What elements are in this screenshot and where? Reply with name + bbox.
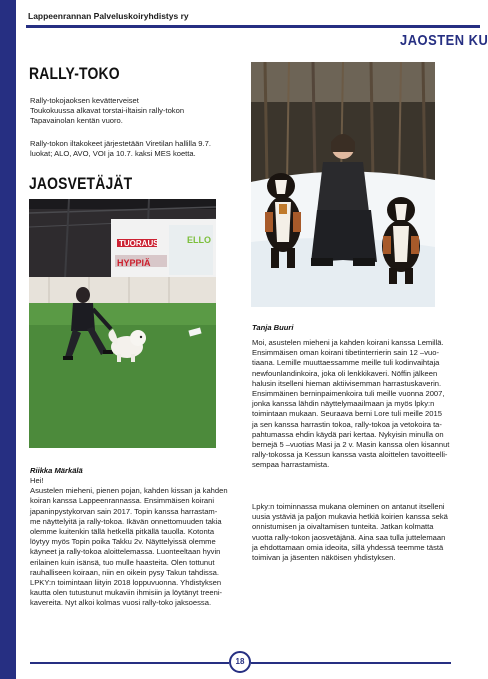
- rally-toko-heading: RALLY-TOKO: [29, 64, 120, 83]
- text-line: halusin itselleni hieman aktiivisemman harrastuskaverin.: [252, 378, 442, 388]
- section-header-title: JAOSTEN KU: [400, 32, 488, 49]
- footer-divider-left: [30, 662, 229, 664]
- text-line: Ensimmäisen oman koirani tibetinterrierin sain 12 –vuo-: [252, 348, 439, 358]
- text-line: rauhalliseen koiraan, niin en oikein pysy Takun tahdissa.: [30, 567, 219, 577]
- text-line: luokat; ALO, AVO, VOI ja 10.7. kaksi MES koetta.: [30, 149, 196, 159]
- text-line: kavereita. Nyt alkoi kolmas vuosi rally-toko jaksoessa.: [30, 598, 212, 608]
- tanja-bio-paragraph-1: [252, 338, 452, 471]
- winter-dogs-illustration: [251, 62, 435, 307]
- riikka-name-caption: Riikka Märkälä: [30, 466, 83, 475]
- text-line: kautta olen tutustunut mukaviin ihmisiin ja löytänyt treeni-: [30, 588, 223, 598]
- text-line: onnistumisen ja oivaltamisen tunteita. Jatkan kolmatta: [252, 522, 434, 532]
- tanja-bio-paragraph-2: [252, 502, 452, 563]
- winter-dogs-photo: [251, 62, 435, 307]
- dog-show-illustration: [29, 199, 216, 448]
- text-line: löytyy myös Topin poika Takku 2v. Näyttelyissä olemme: [30, 537, 216, 547]
- organization-name: Lappeenrannan Palveluskoiryhdistys ry: [28, 11, 189, 21]
- text-line: rally-tokossa ja Kessun kanssa vasta aloittelen tavoitteelli-: [252, 450, 448, 460]
- text-line: olemme kuitenkin tällä hetkellä pitkällä tauolla. Kotonta: [30, 527, 215, 537]
- text-line: japaninpystykorvan sain 2017. Topin kanssa harrastam-: [30, 506, 218, 516]
- text-line: Rally-tokon iltakokeet järjestetään Viretilan hallilla 9.7.: [30, 139, 211, 148]
- text-line: bernejä 5 –vuotias Masi ja 2 v. Masin kanssa olen kisannut: [252, 440, 450, 450]
- text-line: jonka kanssa lähdin näyttelymaailmaan ja myös lpky:n: [252, 399, 435, 409]
- banner-text: HYPPIÄ: [117, 258, 151, 268]
- text-line: newfounlandinkoira, joka oli lenkkikaveri. Nöffin jälkeen: [252, 368, 438, 378]
- text-line: Rally-tokojaoksen kevätterveiset: [30, 96, 139, 105]
- text-line: pahtumassa ehdin käydä pari kertaa. Nykyisin minulla on: [252, 429, 444, 439]
- text-line: me näyttelyitä ja rally-tokoa. Ikävän onnettomuuden takia: [30, 516, 222, 526]
- text-line: koiran kanssa Lappeenrannassa. Ensimmäisen koirani: [30, 496, 215, 506]
- banner-text: ELLO: [187, 235, 211, 245]
- text-line: ja sen kanssa harrastin tokoa, rally-tokoa ja vetokoira ta-: [252, 419, 442, 429]
- page-number: 18: [229, 651, 251, 673]
- text-line: Ensimmäinen berninpaimenkoira tuli meille vuonna 2007,: [252, 389, 445, 399]
- text-line: toimintaan mukaan. Seuraava berni Lore tuli meille 2015: [252, 409, 442, 419]
- banner-text: TUORAUS: [119, 239, 159, 248]
- dog-show-photo: [29, 199, 216, 448]
- text-line: ja ehdottamaan omia ideoita, sillä yhdessä teemme tästä: [252, 542, 444, 552]
- text-line: käyneet ja rally-tokoa aloittelemassa. Luonteeltaan hyvin: [30, 547, 221, 557]
- text-line: Tapavainolan kentän vuoro.: [30, 116, 123, 126]
- text-line: sempaa harrastamista.: [252, 460, 330, 470]
- text-line: vuotta rally-tokon jaosvetäjänä. Aina saa tulla juttelemaan: [252, 532, 446, 542]
- riikka-bio: [30, 476, 250, 609]
- text-line: uusia ystäviä ja paljon mukavia hetkiä koirien kanssa sekä: [252, 512, 448, 522]
- text-line: Asustelen mieheni, pienen pojan, kahden kissan ja kahden: [30, 486, 228, 496]
- text-line: Toukokuussa alkavat torstai-iltaisin rally-tokon: [30, 106, 185, 116]
- text-line: tiaana. Lemille muuttaessamme meille tuli kodinvaihtaja: [252, 358, 440, 368]
- tanja-name-caption: Tanja Buuri: [252, 323, 294, 332]
- rally-info-paragraph-1: [30, 96, 250, 127]
- left-accent-strip: [0, 0, 16, 679]
- rally-info-paragraph-2: [30, 139, 250, 159]
- jaosvetajat-heading: JAOSVETÄJÄT: [29, 174, 133, 193]
- text-line: erilainen kuin isänsä, tuo mulle haasteita. Olen tottunut: [30, 557, 215, 567]
- header-divider: [26, 25, 480, 28]
- footer-divider-right: [251, 662, 451, 664]
- text-line: LPKY:n toimintaan liityin 2018 loppuvuonna. Yhdistyksen: [30, 578, 222, 588]
- text-line: Hei!: [30, 476, 44, 485]
- text-line: Moi, asustelen mieheni ja kahden koirani kanssa Lemillä.: [252, 338, 444, 347]
- text-line: toimivan ja jäsenten näköisen yhdistyksen.: [252, 553, 396, 563]
- text-line: Lpky:n toiminnassa mukana oleminen on antanut itselleni: [252, 502, 445, 511]
